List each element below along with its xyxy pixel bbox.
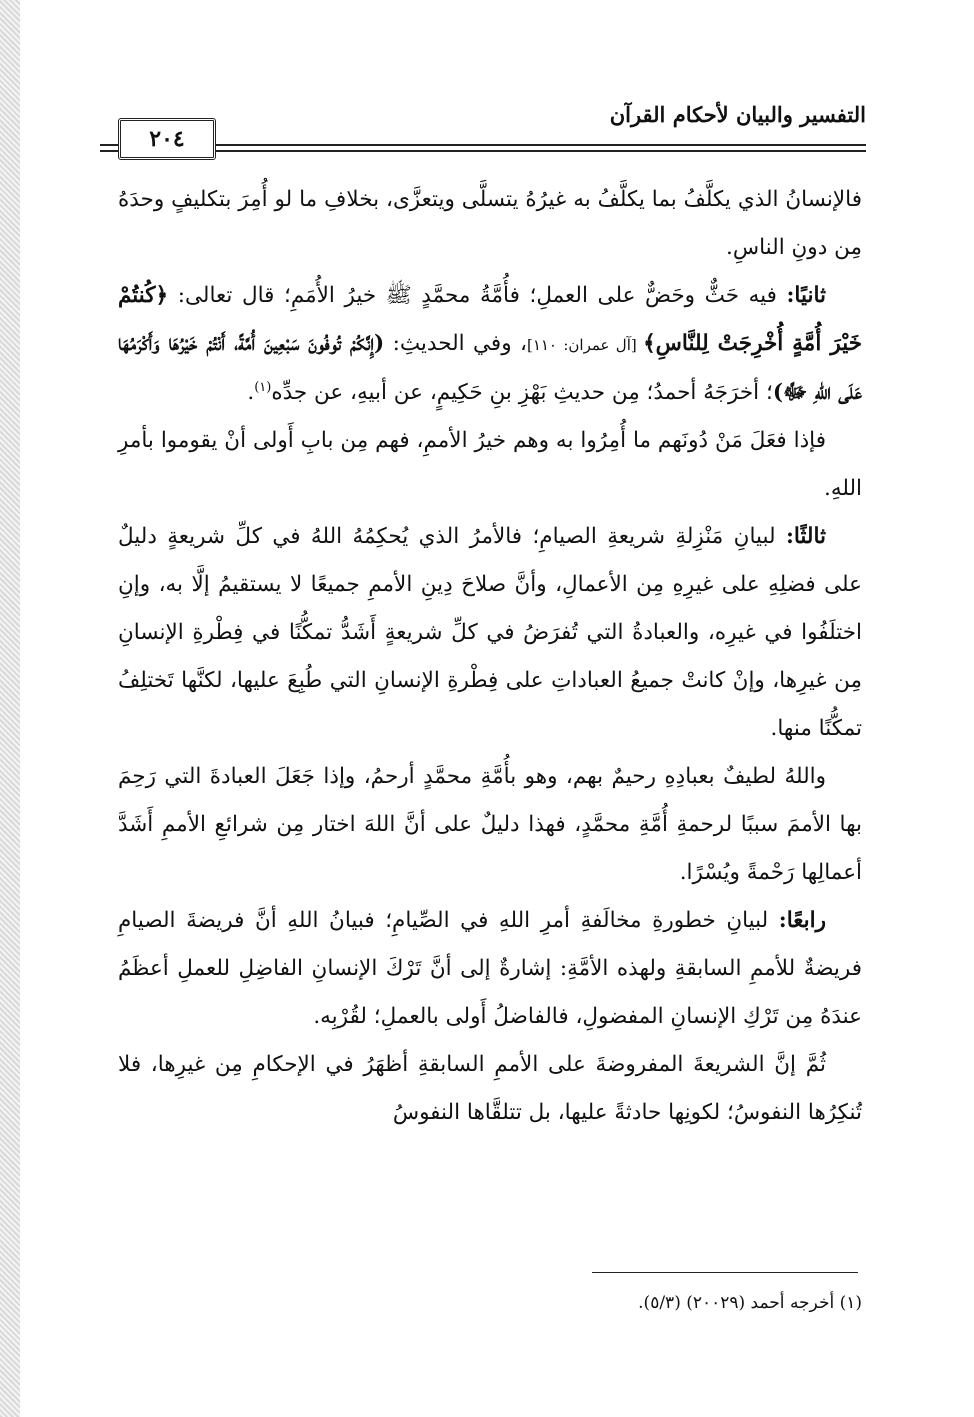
point-label-third: ثالثًا:	[785, 524, 826, 549]
paragraph-6	[118, 897, 862, 1041]
paragraph-4-text: لبيانِ مَنْزِلةِ شريعةِ الصيامِ؛ فالأمرُ الذي يُحكِمُهُ اللهُ في كلِّ شريعةٍ دليلٌ على فضلِهِ على غيرِهِ مِن الأعمالِ، وأنَّ صلاحَ دِينِ الأممِ جميعًا لا يستقيمُ إلَّا به، وإنِ اختلَفُوا في غيرِه، والعبادةُ التي تُفرَضُ في كلِّ شريعةٍ أَشَدُّ تمكُّنًا في فِطْرةِ الإنسانِ مِن غيرِها، وإنْ كانتْ جميعُ العباداتِ على فِطْرةِ الإنسانِ التي طُبِعَ عليها، لكنَّها تَختلِفُ تمكُّنًا منها.	[118, 524, 862, 741]
main-text	[118, 176, 862, 1137]
point-label-second: ثانيًا:	[786, 283, 826, 308]
paragraph-2	[118, 272, 862, 417]
point-label-fourth: رابعًا:	[778, 908, 826, 933]
paragraph-2-text-a: فيه حَثٌّ وحَضٌّ على العملِ؛ فأُمَّةُ محمَّدٍ ﷺ خيرُ الأُمَمِ؛ قال تعالى:	[168, 283, 787, 308]
paragraph-4	[118, 513, 862, 753]
paragraph-3: فإذا فعَلَ مَنْ دُونَهم ما أُمِرُوا به وهم خيرُ الأممِ، فهم مِن بابِ أَولى أنْ يقوموا بأمرِ اللهِ.	[118, 428, 862, 501]
paragraph-2-text-c: ؛ أخرَجَهُ أحمدُ؛ مِن حديثِ بَهْزِ بنِ حَكِيمٍ، عن أبيهِ، عن جدِّه	[271, 380, 773, 405]
quran-verse: ﴿كُنتُمْ خَيْرَ أُمَّةٍ أُخْرِجَتْ لِلنَّاسِ﴾	[118, 283, 862, 356]
paragraph-6-text: لبيانِ خطورةِ مخالَفةِ أمرِ اللهِ في الصِّيامِ؛ فبيانُ اللهِ أنَّ فريضةَ الصيامِ فريضةٌ للأممِ السابقةِ ولهذه الأمَّةِ: إشارةٌ إلى أنَّ تَرْكَ الإنسانِ الفاضِلِ للعملِ أعظَمُ عندَهُ مِن تَرْكِ الإنسانِ المفضولِ، فالفاضلُ أَولى بالعملِ؛ لقُرْبِه.	[118, 908, 862, 1029]
page-number: ٢٠٤	[118, 118, 216, 160]
footnote: (١) أخرجه أحمد (٢٠٠٢٩) (٥/٣).	[638, 1293, 862, 1313]
paragraph-2-end: .	[247, 380, 255, 405]
hadith-text: (إِنَّكُمْ تُوفُونَ سَبْعِينَ أُمَّةً، أَنْتُمْ خَيْرُهَا وَأَكْرَمُهَا عَلَى اللهِ ﷻ)	[118, 331, 862, 405]
paragraph-1: فالإنسانُ الذي يكلَّفُ بما يكلَّفُ به غيرُهُ يتسلَّى ويتعزَّى، بخلافِ ما لو أُمِرَ بتكليفٍ وحدَهُ مِن دونِ الناسِ.	[118, 187, 862, 260]
paragraph-2-text-b: ، وفي الحديثِ:	[384, 331, 527, 356]
footnote-divider	[592, 1272, 858, 1273]
page-edge-texture	[0, 0, 20, 1417]
footnote-reference: (١)	[254, 379, 272, 395]
verse-reference: [آل عمران: ١١٠]	[526, 336, 644, 354]
paragraph-7: ثُمَّ إنَّ الشريعةَ المفروضةَ على الأممِ السابقةِ أظهَرُ في الإحكامِ مِن غيرِها، فلا تُنكِرُها النفوسُ؛ لكونِها حادثةً عليها، بل تتلقَّاها النفوسُ	[118, 1052, 862, 1125]
running-title: التفسير والبيان لأحكام القرآن	[600, 102, 866, 127]
page-header	[100, 100, 866, 160]
paragraph-5: واللهُ لطيفٌ بعبادِهِ رحيمٌ بهم، وهو بأُمَّةِ محمَّدٍ أرحمُ، وإذا جَعَلَ العبادةَ التي رَحِمَ بها الأممَ سببًا لرحمةِ أُمَّةِ محمَّدٍ، فهذا دليلٌ على أنَّ اللهَ اختار مِن شرائعِ الأممِ أَشَدَّ أعمالِها رَحْمةً ويُسْرًا.	[118, 764, 862, 885]
